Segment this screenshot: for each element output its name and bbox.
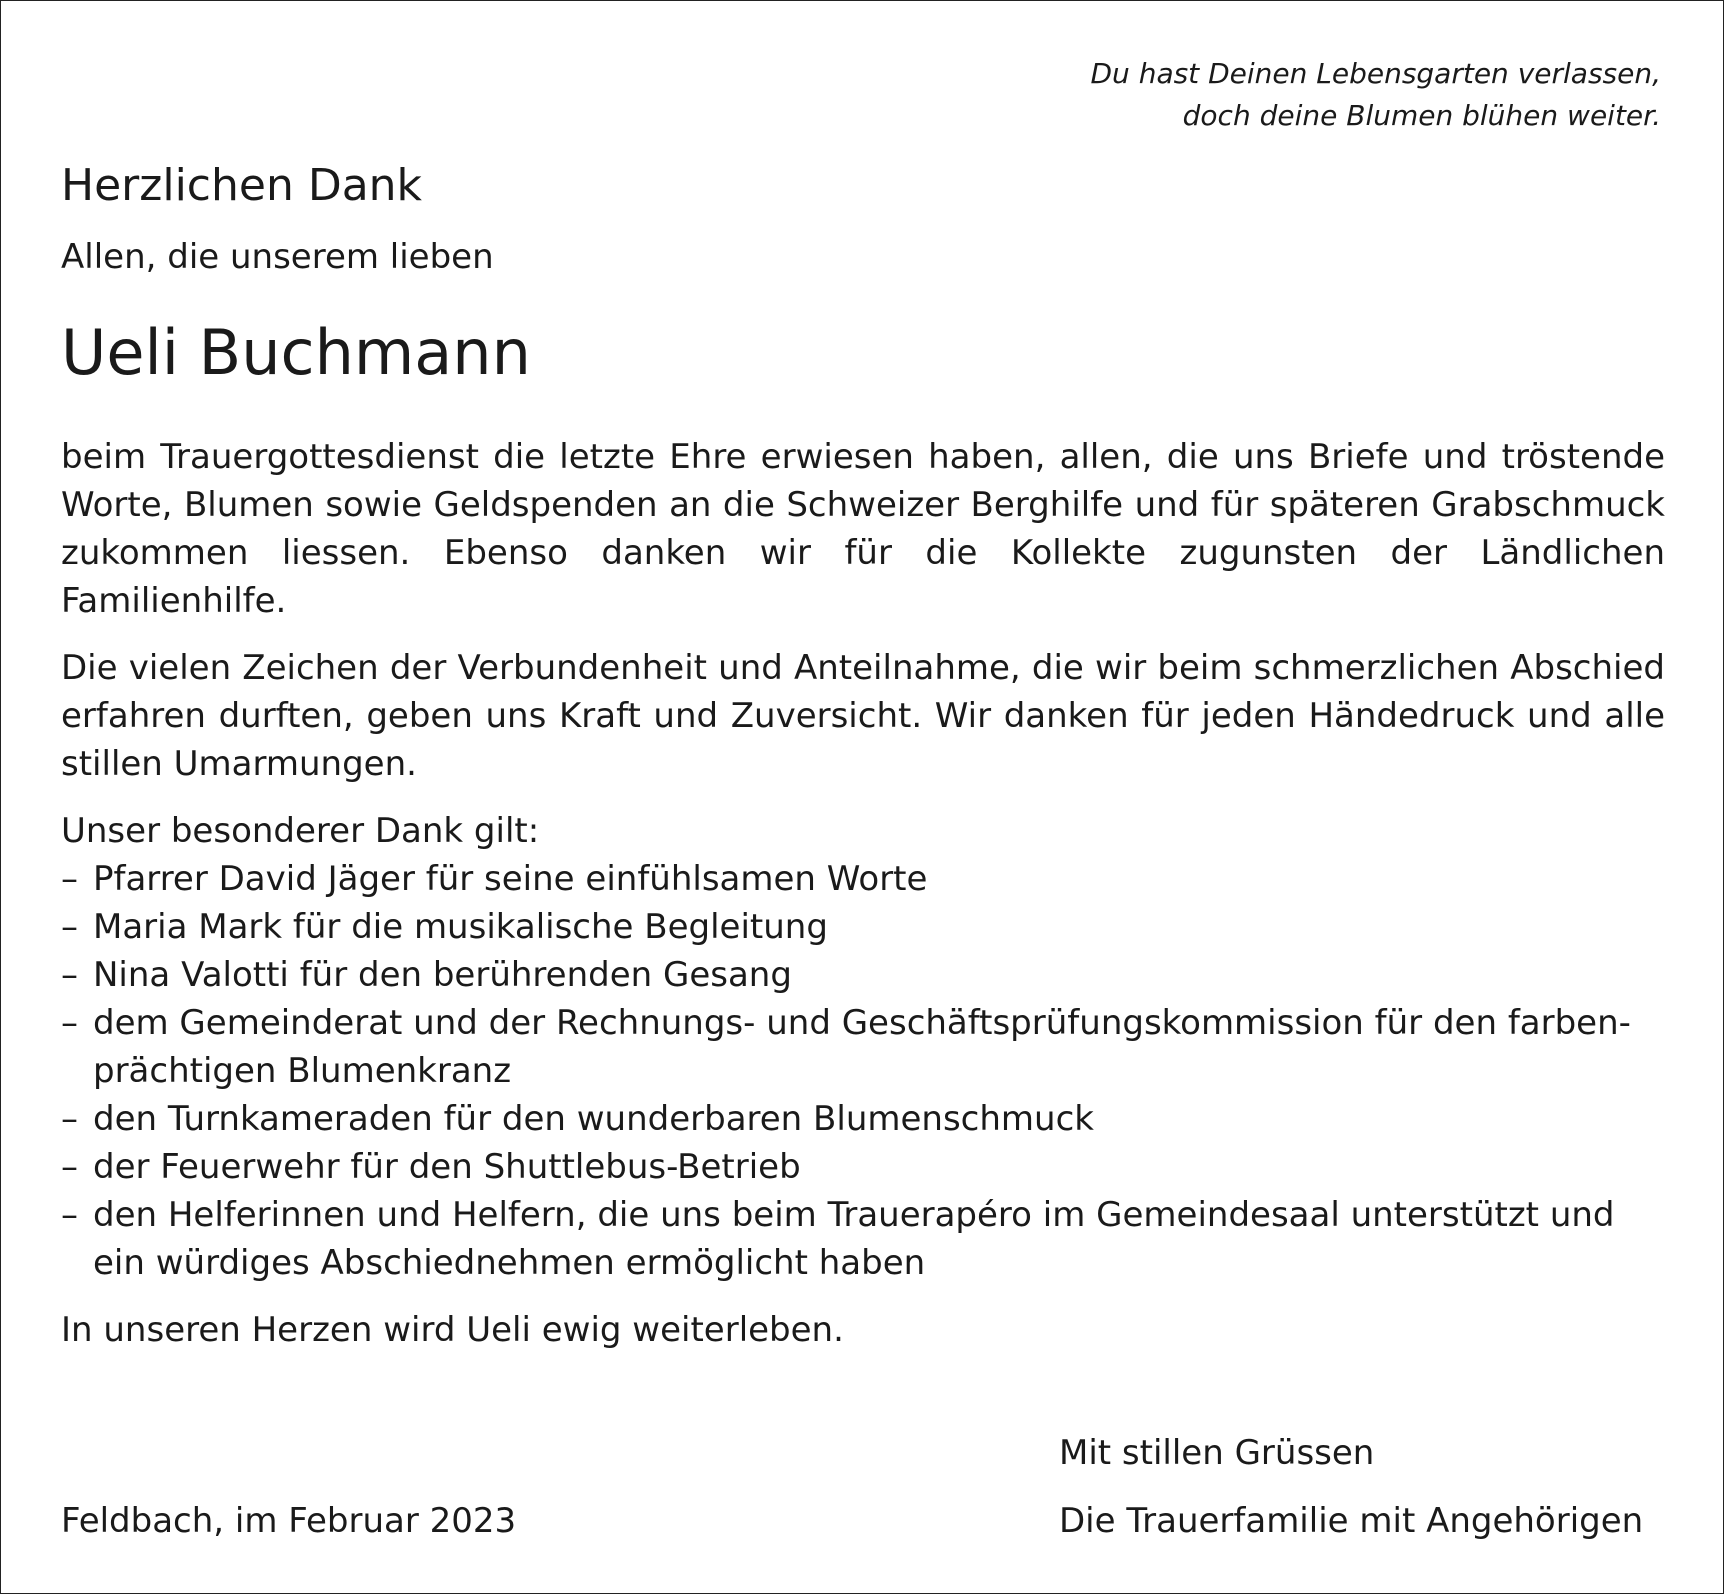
dash: – [61,907,78,947]
list-item [61,999,1665,1095]
deceased-name: Ueli Buchmann [61,316,531,389]
thanks-list [61,807,1665,1287]
list-item [61,951,1665,999]
list-item [61,1143,1665,1191]
closing-line: In unseren Herzen wird Ueli ewig weiterleben. [61,1310,844,1350]
regards: Mit stillen Grüssen [1059,1433,1375,1473]
place-date: Feldbach, im Februar 2023 [61,1501,517,1541]
list-item-text: der Feuerwehr für den Shuttlebus-Betrieb [93,1147,801,1187]
intro-line: Allen, die unserem lieben [61,237,494,277]
thanks-items [61,855,1665,1287]
list-item [61,1191,1665,1287]
list-item-text: dem Gemeinderat und der Rechnungs- und Geschäftsprüfungskommission für den farbenprächtigen Blumenkranz [93,1003,1631,1091]
dash: – [61,1147,78,1187]
list-item-text: den Turnkameraden für den wunderbaren Blumenschmuck [93,1099,1094,1139]
motto-line-2: doch deine Blumen blühen weiter. [1182,99,1661,132]
heading: Herzlichen Dank [61,160,423,211]
dash: – [61,955,78,995]
thanks-intro: Unser besonderer Dank gilt: [61,811,540,851]
paragraph-1: beim Trauergottesdienst die letzte Ehre erwiesen haben, allen, die uns Briefe und tröstende Worte, Blumen sowie Geldspenden an die Schweizer Berghilfe und für späteren Grabschmuck zukommen liessen. Ebenso danken wir für die Kollekte zugunsten der Ländlichen Familienhilfe. [61,437,1665,621]
dash: – [61,1003,78,1043]
list-item-text: den Helferinnen und Helfern, die uns beim Trauerapéro im Gemeindesaal unterstützt und ein würdiges Abschiednehmen ermöglicht haben [93,1195,1615,1283]
motto-quote [1090,53,1661,137]
signature-block [1059,1429,1643,1545]
list-item-text: Maria Mark für die musikalische Begleitung [93,907,828,947]
list-item [61,1095,1665,1143]
dash: – [61,859,78,899]
list-item [61,903,1665,951]
signature: Die Trauerfamilie mit Angehörigen [1059,1501,1644,1541]
body-text [61,433,1665,1354]
paragraph-2: Die vielen Zeichen der Verbundenheit und Anteilnahme, die wir beim schmerzlichen Abschied erfahren durften, geben uns Kraft und Zuversicht. Wir danken für jeden Händedruck und alle stillen Umarmungen. [61,648,1665,784]
list-item-text: Pfarrer David Jäger für seine einfühlsamen Worte [93,859,928,899]
list-item [61,855,1665,903]
dash: – [61,1099,78,1139]
motto-line-1: Du hast Deinen Lebensgarten verlassen, [1090,57,1661,90]
list-item-text: Nina Valotti für den berührenden Gesang [93,955,792,995]
dash: – [61,1195,78,1235]
